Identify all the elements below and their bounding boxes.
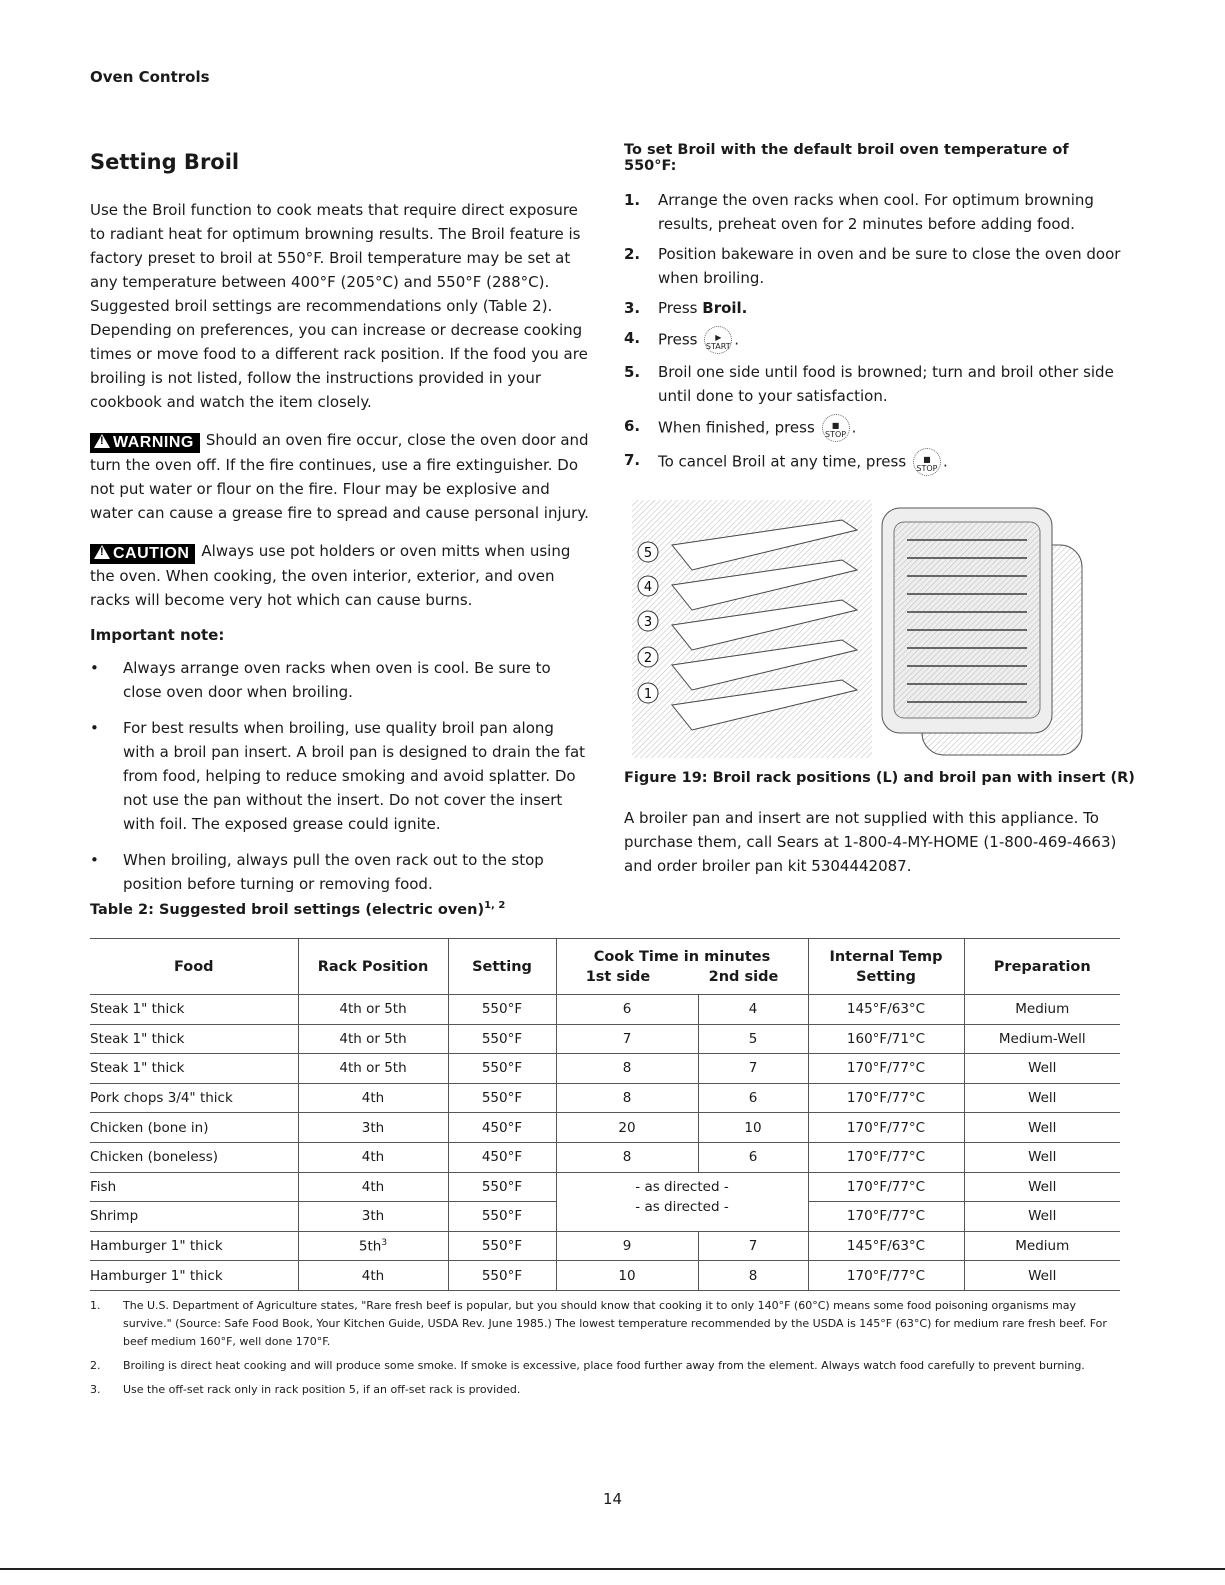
caution-triangle-icon — [94, 545, 110, 559]
table-row: Hamburger 1" thick 4th 550°F 10 8 170°F/77°C Well — [90, 1261, 1120, 1291]
warning-paragraph — [90, 428, 590, 525]
table-row: Steak 1" thick 4th or 5th 550°F 8 7 170°F/77°C Well — [90, 1054, 1120, 1084]
step-item: 5. Broil one side until food is browned; turn and broil other side until done to your satisfaction. — [624, 363, 1114, 405]
list-item: • For best results when broiling, use quality broil pan along with a broil pan insert. A broil pan is designed to drain the fat from food, helping to reduce smoking and avoid splatter. Do not use the pan without the insert. Do not cover the insert with foil. The exposed grease could ignite. — [90, 716, 590, 836]
stop-key-icon: ■ STOP — [822, 414, 850, 442]
figure-caption: Figure 19: Broil rack positions (L) and broil pan with insert (R) — [624, 770, 1135, 786]
steps-list — [624, 188, 1124, 476]
header-cook-time: Cook Time in minutes 1st side 2nd side — [556, 939, 808, 995]
header-internal-temp: Internal Temp Setting — [808, 939, 964, 995]
list-item: • When broiling, always pull the oven rack out to the stop position before turning or removing food. — [90, 848, 590, 896]
footnote: 1. The U.S. Department of Agriculture states, "Rare fresh beef is popular, but you should know that cooking it to only 140°F (60°C) means some food poisoning organisms may survive." (Source: Safe Food Book, Your Kitchen Guide, USDA Rev. June 1985.) The lowest temperature recommended by the USDA is 145°F (63°C) for medium rare fresh beef. For beef medium 160°F, well done 170°F. — [90, 1299, 1107, 1348]
list-item: • Always arrange oven racks when oven is cool. Be sure to close oven door when broiling. — [90, 656, 590, 704]
table-header-row — [90, 939, 1120, 995]
table-row: Steak 1" thick 4th or 5th 550°F 6 4 145°F/63°C Medium — [90, 995, 1120, 1025]
rack-number: 5 — [643, 546, 653, 561]
header-preparation: Preparation — [964, 939, 1120, 995]
warning-triangle-icon — [94, 434, 110, 448]
warning-badge: !WARNING — [90, 433, 200, 453]
important-note-heading: Important note: — [90, 626, 225, 644]
page-number: 14 — [602, 1490, 623, 1508]
important-notes-list — [90, 656, 590, 896]
caution-paragraph — [90, 539, 590, 612]
broil-rack-figure — [632, 500, 1087, 758]
header-setting: Setting — [448, 939, 556, 995]
oven-rack-illustration — [632, 500, 872, 758]
table-row: Pork chops 3/4" thick 4th 550°F 8 6 170°F/77°C Well — [90, 1083, 1120, 1113]
footnotes — [90, 1297, 1120, 1405]
table-caption: Table 2: Suggested broil settings (electric oven)$^{1, 2}$ — [90, 900, 506, 918]
rack-number: 4 — [643, 580, 653, 595]
step-item: 6. When finished, press ■ STOP . — [624, 414, 1124, 442]
broil-pan-illustration — [882, 508, 1082, 755]
rack-number: 1 — [643, 687, 653, 702]
rack-number: 3 — [643, 615, 653, 630]
broil-settings-table — [90, 938, 1120, 1291]
caution-badge: !CAUTION — [90, 544, 195, 564]
rack-number: 2 — [643, 651, 653, 666]
left-column — [90, 150, 590, 908]
step-item: 4. Press ▶ START . — [624, 326, 1124, 354]
start-key-icon: ▶ START — [704, 326, 732, 354]
header-rack-position: Rack Position — [298, 939, 448, 995]
stop-key-icon: ■ STOP — [913, 448, 941, 476]
step-item: 7. To cancel Broil at any time, press ■ STOP . — [624, 448, 1124, 476]
warning-text: Should an oven fire occur, close the oven door and turn the oven off. If the fire continues, use a fire extinguisher. Do not put water or flour on the fire. Flour may be explosive and water can cause a grease fire to spread and cause personal injury. — [90, 431, 589, 522]
table-row: Fish 4th 550°F - as directed - 170°F/77°C Well — [90, 1172, 1120, 1202]
header-food: Food — [90, 939, 298, 995]
footnote: 2. Broiling is direct heat cooking and will produce some smoke. If smoke is excessive, place food further away from the element. Always watch food carefully to prevent burning. — [90, 1359, 1085, 1372]
table-row: Steak 1" thick 4th or 5th 550°F 7 5 160°F/71°C Medium-Well — [90, 1024, 1120, 1054]
right-column — [624, 142, 1124, 482]
figure-note: A broiler pan and insert are not supplied with this appliance. To purchase them, call Sears at 1-800-4-MY-HOME (1-800-469-4663) and order broiler pan kit 5304442087. — [624, 809, 1117, 875]
step-item: 1. Arrange the oven racks when cool. For optimum browning results, preheat oven for 2 minutes before adding food. — [624, 191, 1094, 233]
footnote: 3. Use the off-set rack only in rack position 5, if an off-set rack is provided. — [90, 1383, 521, 1396]
steps-heading: To set Broil with the default broil oven temperature of 550°F: — [624, 142, 1069, 174]
step-item: 3. Press Broil. — [624, 299, 748, 317]
step-item: 2. Position bakeware in oven and be sure to close the oven door when broiling. — [624, 245, 1121, 287]
intro-paragraph: Use the Broil function to cook meats that require direct exposure to radiant heat for optimum browning results. The Broil feature is factory preset to broil at 550°F. Broil temperature may be set at any temperature between 400°F (205°C) and 550°F (288°C). Suggested broil settings are recommendations only (Table 2). Depending on preferences, you can increase or decrease cooking times or move food to a different rack position. If the food you are broiling is not listed, follow the instructions provided in your cookbook and watch the item closely. — [90, 201, 588, 411]
table-row: Chicken (boneless) 4th 450°F 8 6 170°F/77°C Well — [90, 1142, 1120, 1172]
section-header: Oven Controls — [90, 68, 210, 86]
table-row: Hamburger 1" thick $5th^3$ 550°F 9 7 145°F/63°C Medium — [90, 1231, 1120, 1261]
caution-text: Always use pot holders or oven mitts when using the oven. When cooking, the oven interior, exterior, and oven racks will become very hot which can cause burns. — [90, 542, 571, 609]
table-row: Shrimp 3th 550°F - as directed - 170°F/77°C Well — [90, 1202, 1120, 1232]
bottom-rule — [0, 1568, 1225, 1570]
page-title: Setting Broil — [90, 150, 240, 174]
table-row: Chicken (bone in) 3th 450°F 20 10 170°F/77°C Well — [90, 1113, 1120, 1143]
